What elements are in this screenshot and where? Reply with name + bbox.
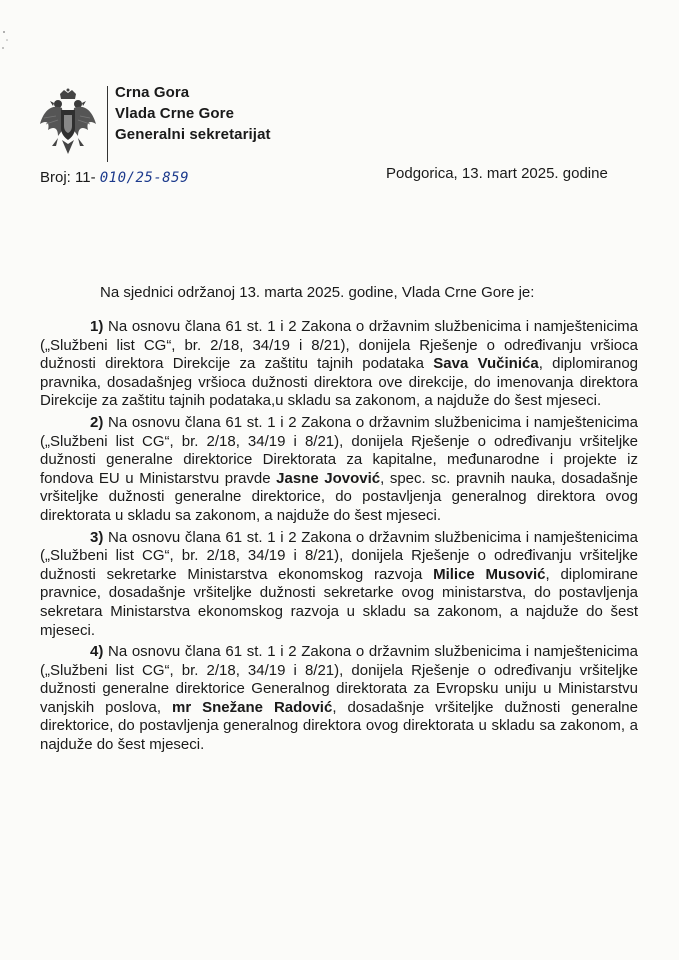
place-and-date: Podgorica, 13. mart 2025. godine [386, 165, 608, 182]
decision-number: 4) [90, 643, 104, 661]
scan-margin-marks [0, 28, 12, 58]
letterhead-government: Vlada Crne Gore [115, 105, 235, 122]
letterhead-secretariat: Generalni sekretarijat [115, 126, 271, 143]
decision-item [40, 414, 638, 526]
decision-text: Na osnovu člana 61 st. 1 i 2 Zakona o državnim službenicima i namještenicima („Službeni list CG“, br. 2/18, 34/19 i 8/21), donijela Rješenje o određivanju vršiteljke dužnosti generalne direktorice Direktorata za kapitalne, međunarodne i projekte iz fondova EU u Ministarstvu pravde [40, 413, 638, 487]
decision-text-rest: , dosadašnje vršiteljke dužnosti generalne direktorice, do postavljenja generalnog direktora ovog direktorata u skladu sa zakonom, a najduže do šest mjeseci. [40, 698, 638, 754]
decision-text: Na osnovu člana 61 st. 1 i 2 Zakona o državnim službenicima i namještenicima („Službeni list CG“, br. 2/18, 34/19 i 8/21), donijela Rješenje o određivanju vršioca dužnosti direktora Direkcije za zaštitu tajnih podataka [40, 318, 638, 373]
decision-number: 3) [90, 528, 104, 546]
decision-text: Na osnovu člana 61 st. 1 i 2 Zakona o državnim službenicima i namještenicima („Službeni list CG“, br. 2/18, 34/19 i 8/21), donijela Rješenje o određivanju vršiteljke dužnosti generalne direktorice Generalnog direktorata za Evropsku uniju u Ministarstvu vanjskih poslova, [40, 643, 638, 716]
decision-text: Na osnovu člana 61 st. 1 i 2 Zakona o državnim službenicima i namještenicima („Službeni list CG“, br. 2/18, 34/19 i 8/21), donijela Rješenje o određivanju vršiteljke dužnosti sekretarke Ministarstva ekonomskog razvoja [40, 528, 638, 583]
letterhead [115, 82, 271, 145]
decision-number: 1) [90, 318, 104, 335]
coat-of-arms-icon [38, 88, 98, 156]
header-divider [107, 86, 108, 162]
intro-paragraph: Na sjednici održanoj 13. marta 2025. godine, Vlada Crne Gore je: [100, 284, 535, 301]
decision-number: 2) [90, 413, 104, 431]
decision-text-rest: , diplomiranog pravnika, dosadašnjeg vršioca dužnosti direktora ove direkcije, do imenovanja direktora Direkcije za zaštitu tajnih podataka,u skladu sa zakonom, a najduže do šest mjeseci. [40, 355, 639, 410]
decision-text-rest: , diplomirane pravnice, dosadašnje vršiteljke dužnosti sekretarke ovog ministarstva, do postavljenja sekretara Ministarstva ekonomskog razvoja u skladu sa zakonom, a najduže do šest mjeseci. [40, 565, 638, 639]
decision-item [40, 643, 638, 755]
reference-number [40, 169, 189, 186]
reference-handwritten-number: 010/25-859 [99, 170, 190, 186]
appointee-name: Milice Musović [433, 565, 546, 583]
appointee-name: mr Snežane Radović [172, 698, 333, 716]
appointee-name: Jasne Jovović [276, 469, 381, 487]
letterhead-country: Crna Gora [115, 84, 190, 101]
reference-label: Broj: 11- [40, 169, 96, 186]
decision-text-rest: , spec. sc. pravnih nauka, dosadašnje vršiteljke dužnosti generalne direktorice, do postavljenja generalnog direktora ovog direktorata u skladu sa zakonom, a najduže do šest mjeseci. [40, 469, 639, 524]
decision-item [40, 529, 638, 641]
appointee-name: Sava Vučinića [433, 355, 539, 373]
decision-item [40, 318, 638, 411]
decision-list [40, 318, 638, 758]
